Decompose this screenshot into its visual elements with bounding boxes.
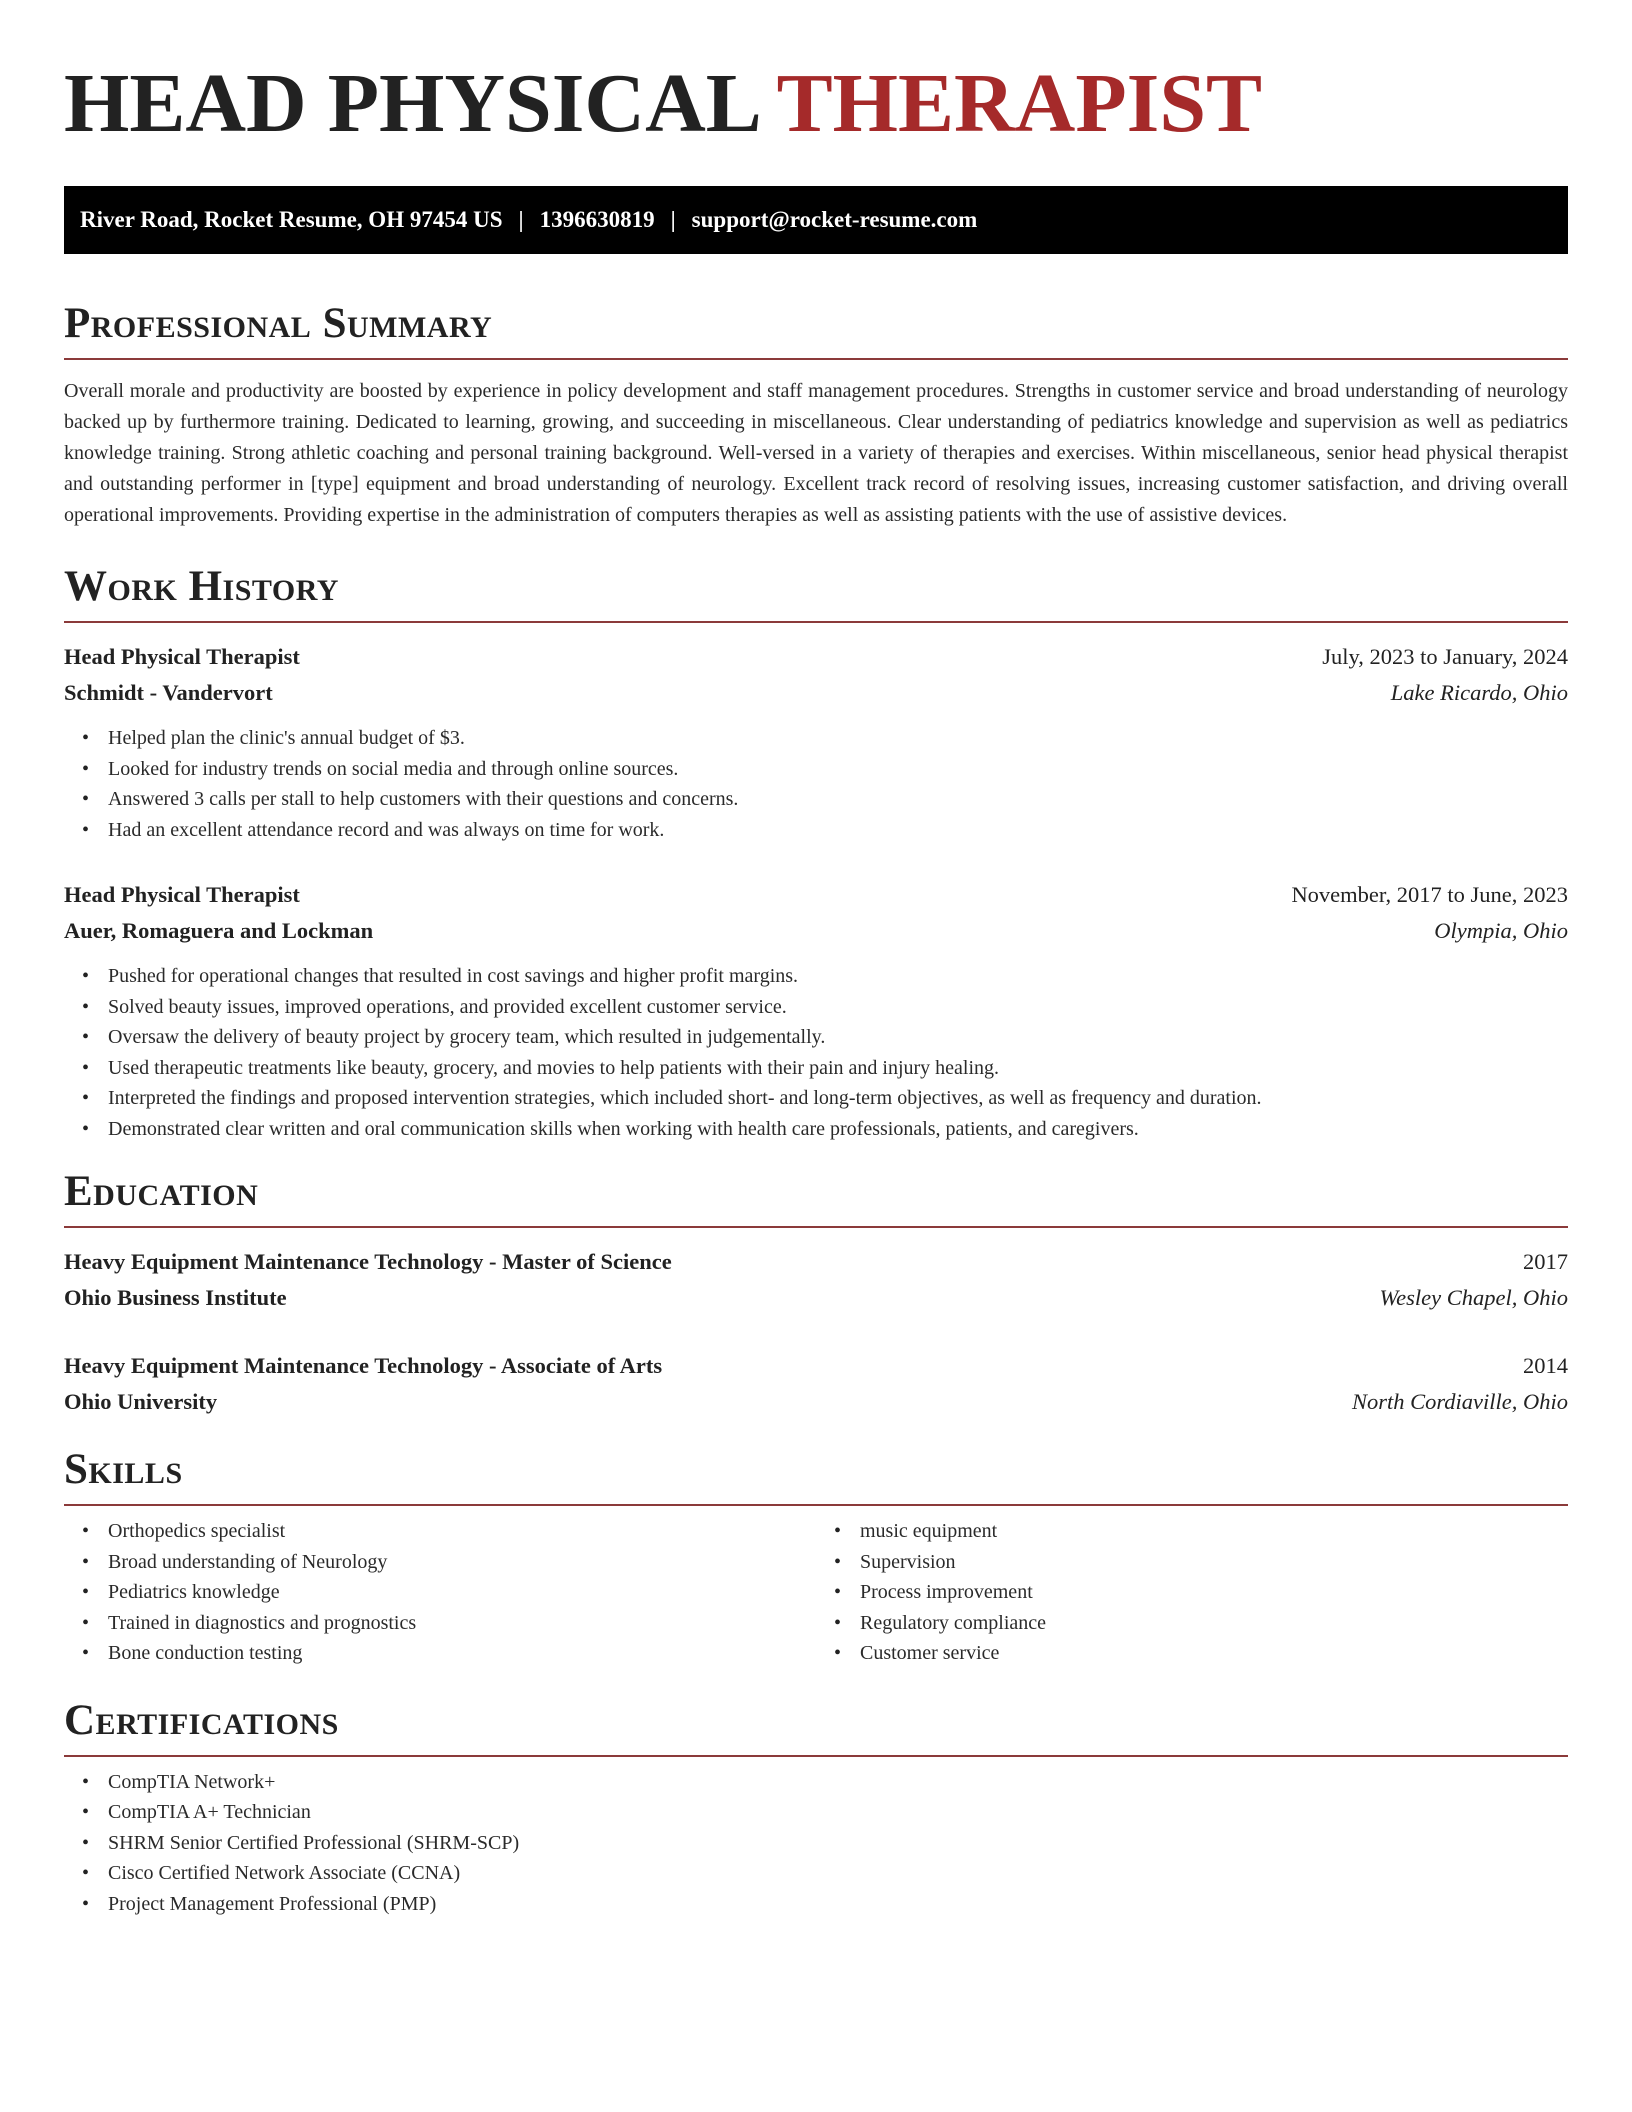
section-divider — [64, 1755, 1568, 1757]
contact-phone: 1396630819 — [539, 207, 655, 232]
education-school: Ohio University — [64, 1389, 218, 1414]
job-role: Head Physical Therapist — [64, 644, 300, 669]
list-item: • CompTIA Network+ — [64, 1767, 1568, 1798]
list-item: • Interpreted the findings and proposed intervention strategies, which included short- and long-term objectives, as well as frequency and duration. — [64, 1083, 1568, 1114]
education-degree: Heavy Equipment Maintenance Technology - Master of Science — [64, 1249, 672, 1274]
section-divider — [64, 621, 1568, 623]
list-item: • Trained in diagnostics and prognostics — [64, 1608, 816, 1639]
job-location: Olympia, Ohio — [1434, 918, 1568, 943]
education-school: Ohio Business Institute — [64, 1285, 287, 1310]
education-header — [64, 1348, 1568, 1384]
contact-email[interactable]: support@rocket-resume.com — [691, 207, 978, 232]
education-location: Wesley Chapel, Ohio — [1379, 1285, 1568, 1310]
summary-text: Overall morale and productivity are boosted by experience in policy development and staff management procedures. Strengths in customer service and broad understanding of neurology backed up by furthermore training. Dedicated to learning, growing, and succeeding in miscellaneous. Clear understanding of pediatrics knowledge and supervision as well as pediatrics knowledge training. Strong athletic coaching and personal training background. Well-versed in a variety of therapies and exercises. Within miscellaneous, senior head physical therapist and outstanding performer in [type] equipment and broad understanding of neurology. Excellent track record of resolving issues, increasing customer satisfaction, and driving overall operational improvements. Providing expertise in the administration of computers therapies as well as assisting patients with the use of assistive devices. — [64, 380, 1568, 526]
education-header — [64, 1244, 1568, 1280]
list-item: • Demonstrated clear written and oral communication skills when working with health care professionals, patients, and caregivers. — [64, 1114, 1568, 1145]
job-entry — [64, 877, 1568, 1144]
name-first: HEAD PHYSICAL — [64, 57, 758, 150]
job-header — [64, 639, 1568, 675]
education-section — [64, 1164, 1568, 1420]
job-company: Auer, Romaguera and Lockman — [64, 918, 374, 943]
list-item: • SHRM Senior Certified Professional (SHRM-SCP) — [64, 1828, 1568, 1859]
education-year: 2017 — [1523, 1249, 1568, 1274]
list-item: • Orthopedics specialist — [64, 1516, 816, 1547]
list-item: • Oversaw the delivery of beauty project by grocery team, which resulted in judgementally. — [64, 1022, 1568, 1053]
job-entry — [64, 639, 1568, 845]
skills-grid — [64, 1516, 1568, 1669]
job-bullets — [64, 961, 1568, 1144]
list-item: • Regulatory compliance — [816, 1608, 1568, 1639]
contact-separator: | — [518, 207, 524, 232]
job-header — [64, 877, 1568, 913]
certifications-list — [64, 1767, 1568, 1920]
contact-separator: | — [670, 207, 676, 232]
resume-name — [64, 0, 1568, 152]
skills-title: Skills — [64, 1446, 183, 1493]
list-item: • Pushed for operational changes that resulted in cost savings and higher profit margins. — [64, 961, 1568, 992]
list-item: • Used therapeutic treatments like beauty, grocery, and movies to help patients with their pain and injury healing. — [64, 1053, 1568, 1084]
job-dates: November, 2017 to June, 2023 — [1291, 882, 1568, 907]
list-item: • Answered 3 calls per stall to help customers with their questions and concerns. — [64, 784, 1568, 815]
list-item: • CompTIA A+ Technician — [64, 1797, 1568, 1828]
section-divider — [64, 358, 1568, 360]
job-bullets — [64, 723, 1568, 845]
section-divider — [64, 1226, 1568, 1228]
job-role: Head Physical Therapist — [64, 882, 300, 907]
list-item: • Cisco Certified Network Associate (CCNA) — [64, 1858, 1568, 1889]
list-item: • Looked for industry trends on social media and through online sources. — [64, 754, 1568, 785]
list-item: • Supervision — [816, 1547, 1568, 1578]
list-item: • Process improvement — [816, 1577, 1568, 1608]
certifications-title: Certifications — [64, 1696, 339, 1744]
summary-title: Professional Summary — [64, 300, 493, 347]
education-degree: Heavy Equipment Maintenance Technology - Associate of Arts — [64, 1353, 663, 1378]
list-item: • music equipment — [816, 1516, 1568, 1547]
job-dates: July, 2023 to January, 2024 — [1322, 644, 1568, 669]
name-accent: THERAPIST — [776, 57, 1263, 150]
certifications-section — [64, 1693, 1568, 1920]
list-item: • Had an excellent attendance record and was always on time for work. — [64, 815, 1568, 846]
education-subheader — [64, 1280, 1568, 1316]
list-item: • Customer service — [816, 1638, 1568, 1669]
job-subheader — [64, 675, 1568, 711]
list-item: • Bone conduction testing — [64, 1638, 816, 1669]
list-item: • Broad understanding of Neurology — [64, 1547, 816, 1578]
list-item: • Solved beauty issues, improved operations, and provided excellent customer service. — [64, 992, 1568, 1023]
education-year: 2014 — [1523, 1353, 1568, 1378]
list-item: • Pediatrics knowledge — [64, 1577, 816, 1608]
education-subheader — [64, 1384, 1568, 1420]
work-section — [64, 559, 1568, 1144]
education-title: Education — [64, 1168, 259, 1215]
summary-section — [64, 296, 1568, 531]
list-item: • Helped plan the clinic's annual budget of $3. — [64, 723, 1568, 754]
job-subheader — [64, 913, 1568, 949]
list-item: • Project Management Professional (PMP) — [64, 1889, 1568, 1920]
skills-section — [64, 1442, 1568, 1669]
skills-list-right — [816, 1516, 1568, 1669]
skills-list-left — [64, 1516, 816, 1669]
job-company: Schmidt - Vandervort — [64, 680, 273, 705]
education-entry — [64, 1348, 1568, 1420]
section-divider — [64, 1504, 1568, 1506]
education-location: North Cordiaville, Ohio — [1351, 1389, 1568, 1414]
job-location: Lake Ricardo, Ohio — [1390, 680, 1568, 705]
work-title: Work History — [64, 563, 339, 610]
education-entry — [64, 1244, 1568, 1316]
contact-address: River Road, Rocket Resume, OH 97454 US — [80, 207, 503, 232]
contact-bar — [64, 186, 1568, 254]
